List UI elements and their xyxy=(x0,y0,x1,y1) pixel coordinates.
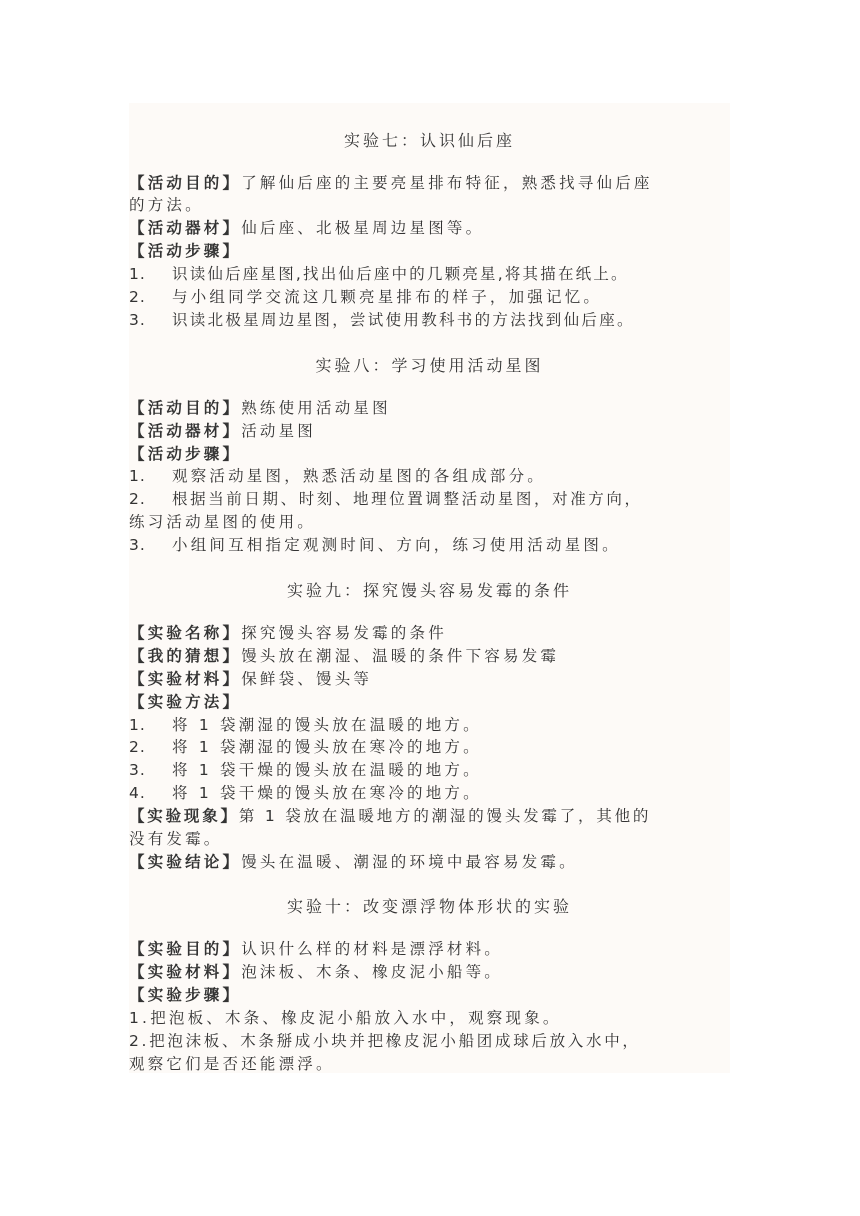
materials-line: 【实验材料】泡沫板、木条、橡皮泥小船等。 xyxy=(129,963,504,981)
conclusion-line: 【实验结论】馒头在温暖、潮湿的环境中最容易发霉。 xyxy=(129,853,578,871)
step-line: 3. 将 1 袋干燥的馒头放在温暖的地方。 xyxy=(129,761,482,779)
section-title: 实验十：改变漂浮物体形状的实验 xyxy=(286,897,572,916)
name-line: 【实验名称】探究馒头容易发霉的条件 xyxy=(129,624,447,642)
step-line: 1. 观察活动星图，熟悉活动星图的各组成部分。 xyxy=(129,467,547,485)
materials-line: 【实验材料】保鲜袋、馒头等 xyxy=(129,670,373,688)
method-label: 【实验方法】 xyxy=(129,693,242,711)
step-line: 1. 将 1 袋潮湿的馒头放在温暖的地方。 xyxy=(129,716,482,734)
step-line: 2. 根据当前日期、时刻、地理位置调整活动星图，对准方向， xyxy=(129,490,643,508)
purpose-label: 【活动目的】 xyxy=(129,174,242,192)
materials-text: 仙后座、北极星周边星图等。 xyxy=(241,219,485,237)
materials-line: 【活动器材】活动星图 xyxy=(129,422,317,440)
guess-line: 【我的猜想】馒头放在潮湿、温暖的条件下容易发霉 xyxy=(129,647,560,665)
step-line: 3. 小组间互相指定观测时间、方向，练习使用活动星图。 xyxy=(129,536,621,554)
step-line: 2.把泡沫板、木条掰成小块并把橡皮泥小船团成球后放入水中， xyxy=(129,1032,641,1050)
materials-label: 【活动器材】 xyxy=(129,219,242,237)
steps-label: 【实验步骤】 xyxy=(129,986,242,1004)
section-title: 实验七：认识仙后座 xyxy=(343,131,515,150)
step-line-cont: 练习活动星图的使用。 xyxy=(129,513,317,531)
step-line: 3. 识读北极星周边星图，尝试使用教科书的方法找到仙后座。 xyxy=(129,311,635,329)
purpose-text: 了解仙后座的主要亮星排布特征，熟悉找寻仙后座 xyxy=(241,174,653,192)
materials-line xyxy=(129,217,730,239)
step-line: 1.把泡板、木条、橡皮泥小船放入水中，观察现象。 xyxy=(129,1009,562,1027)
step-line: 2. 将 1 袋潮湿的馒头放在寒冷的地方。 xyxy=(129,738,482,756)
document-page xyxy=(129,103,730,1073)
section-title: 实验八：学习使用活动星图 xyxy=(315,356,544,375)
steps-label: 【活动步骤】 xyxy=(129,242,242,260)
step-line-cont: 观察它们是否还能漂浮。 xyxy=(129,1055,335,1073)
purpose-line xyxy=(129,172,730,194)
purpose-line: 【实验目的】认识什么样的材料是漂浮材料。 xyxy=(129,940,504,958)
section-title: 实验九：探究馒头容易发霉的条件 xyxy=(286,581,572,600)
step-line: 1. 识读仙后座星图,找出仙后座中的几颗亮星,将其描在纸上。 xyxy=(129,265,629,283)
purpose-line-cont: 的方法。 xyxy=(129,196,204,214)
step-line: 2. 与小组同学交流这几颗亮星排布的样子，加强记忆。 xyxy=(129,288,603,306)
phenomenon-line: 【实验现象】第 1 袋放在温暖地方的潮湿的馒头发霉了，其他的 xyxy=(129,807,652,825)
purpose-line: 【活动目的】熟练使用活动星图 xyxy=(129,399,391,417)
step-line: 4. 将 1 袋干燥的馒头放在寒冷的地方。 xyxy=(129,784,482,802)
steps-label: 【活动步骤】 xyxy=(129,445,242,463)
phenomenon-line-cont: 没有发霉。 xyxy=(129,830,223,848)
